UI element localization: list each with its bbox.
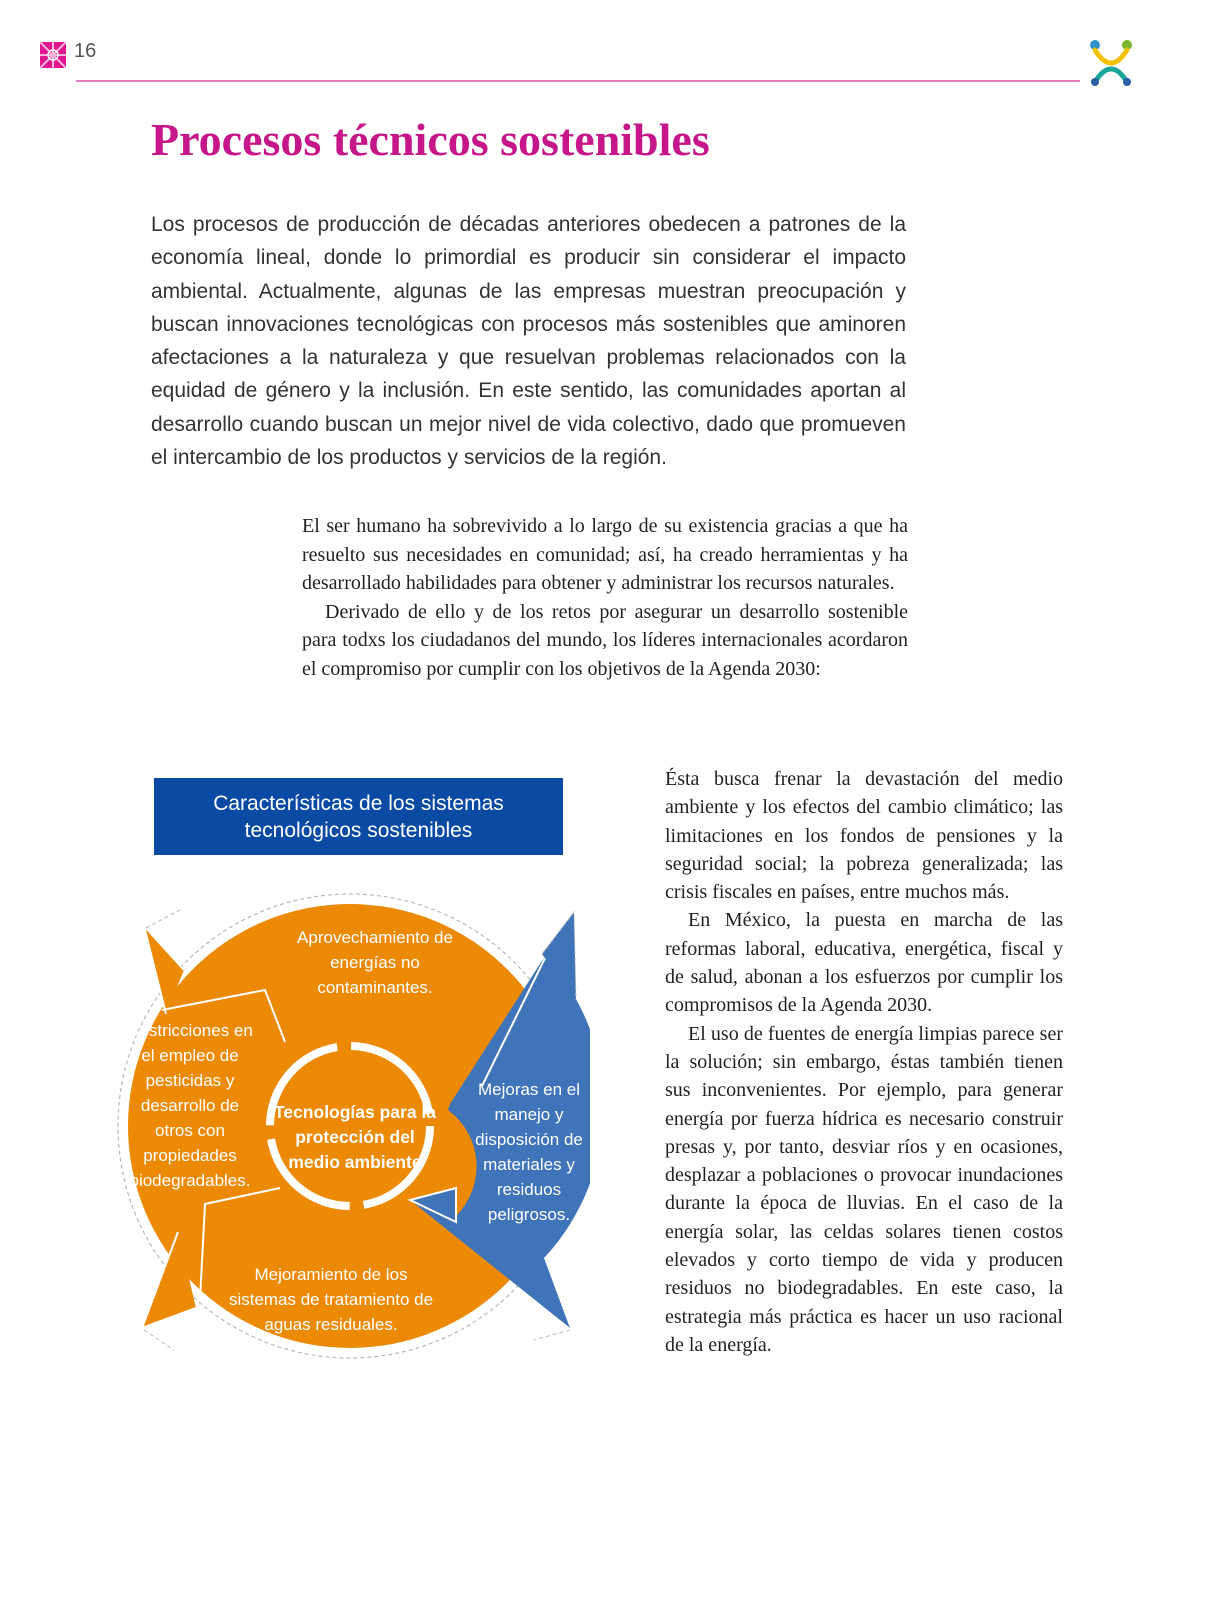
right-paragraph: El uso de fuentes de energía limpias parece ser la solución; sin embargo, éstas también tienen sus inconvenientes. Por ejemplo, para generar energía por fuerza hídrica es necesario construir presas y, por tanto, desviar ríos y en ocasiones, desplazar a poblaciones o provocar inundaciones durante la época de lluvias. En el caso de la energía solar, las celdas solares tienen costos elevados y corto tiempo de vida y producen residuos no biodegradables. En este caso, la estrategia más práctica es hacer un uso racional de la energía. bbox=[665, 1022, 1063, 1356]
right-column-text bbox=[665, 765, 1063, 1359]
diagram-title bbox=[154, 778, 563, 855]
page-number: 16 bbox=[74, 40, 97, 62]
right-paragraph: En México, la puesta en marcha de las reformas laboral, educativa, energética, fiscal y de salud, abonan a los esfuerzos por cumplir los compromisos de la Agenda 2030. bbox=[665, 909, 1063, 1017]
pink-pattern-icon bbox=[40, 42, 66, 68]
multicolor-figures-logo bbox=[1086, 38, 1136, 88]
intro-paragraph: Los procesos de producción de décadas anteriores obedecen a patrones de la economía lineal, donde lo primordial es producir sin considerar el impacto ambiental. Actualmente, algunas de las empresas muestran preocupación y buscan innovaciones tecnológicas con procesos más sostenibles que aminoren afectaciones a la naturaleza y que resuelvan problemas relacionados con la equidad de género y la inclusión. En este sentido, las comunidades aportan al desarrollo cuando buscan un mejor nivel de vida colectivo, dado que promueven el intercambio de los productos y servicios de la región. bbox=[151, 213, 906, 470]
body-paragraph: El ser humano ha sobrevivido a lo largo de su existencia gracias a que ha resuelto sus necesidades en comunidad; así, ha creado herramientas y ha desarrollado habilidades para obtener y administrar los recursos naturales. bbox=[302, 515, 908, 594]
right-paragraph: Ésta busca frenar la devastación del medio ambiente y los efectos del cambio climático; las limitaciones en los fondos de pensiones y la seguridad social; la pobreza generalizada; las crisis fiscales en países, entre muchos más. bbox=[665, 768, 1063, 904]
body-paragraph: Derivado de ello y de los retos por asegurar un desarrollo sostenible para todxs los ciudadanos del mundo, los líderes internacionales acordaron el compromiso por cumplir con los objetivos de la Agenda 2030: bbox=[302, 600, 908, 680]
page-title: Procesos técnicos sostenibles bbox=[151, 114, 710, 165]
diagram-title-text: Características de los sistemas tecnológicos sostenibles bbox=[213, 791, 504, 842]
segment-label-top: Aprovechamiento de energías no contaminantes. bbox=[297, 928, 453, 997]
segment-label-left: Restricciones en el empleo de pesticidas y desarrollo de otros con propiedades biodegradables. bbox=[127, 1021, 253, 1190]
body-text bbox=[302, 512, 908, 683]
segment-label-bottom: Mejoramiento de los sistemas de tratamiento de aguas residuales. bbox=[228, 1265, 434, 1334]
header-rule bbox=[76, 80, 1080, 82]
segment-label-right: Mejoras en el manejo y disposición de materiales y residuos peligrosos. bbox=[475, 1080, 583, 1224]
diagram-center-label: Tecnologías para la protección del medio ambiente bbox=[273, 1102, 437, 1172]
